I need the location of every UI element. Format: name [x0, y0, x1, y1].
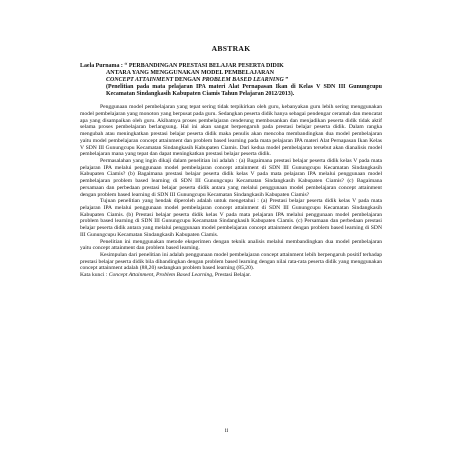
paragraph-purpose: Tujuan penelitian yang hendak diperoleh adalah untuk mengetahui : (a) Prestasi belajar peserta didik kelas V pada mata pelajaran IPA melalui penggunaan model pembelajaran concept attainment di SDN III Gunungcupu Kecamatan Sindangkasih Kabupaten Ciamis. (b) Prestasi belajar peserta didik kelas V pada mata pelajaran IPA melalui penggunaan model pembelajaran problem based learning di SDN III Gunungcupu Kecamatan Sindangkasih Kabupaten Ciamis. (c) Persamaan dan perbedaan prestasi belajar peserta didik antara yang melalui penggunaan model pembelajaran concept attainment dengan problem based learning di SDN III Gunungcupu Kecamatan Sindangkasih Kabupaten Ciamis. — [80, 198, 382, 238]
keywords-label: Kata kunci : — [80, 272, 109, 279]
paragraph-background: Penggunaan model pembelajaran yang tepat sering tidak terpikirkan oleh guru, kebanyakan guru lebih sering menggunakan model pembelajaran yang monoton yang berpusat pada guru. Sedangkan peserta didik hanya sebagai pendengar ceramah dan mencatat apa yang disampaikan oleh guru. Akibatnya proses pembelajaran cenderung membosankan dan menjadikan peserta didik tidak aktif selama proses pembelajaran berlangsung. Hal ini akan sangat berpengaruh pada prestasi belajar peserta didik. Dalam rangka mengubah atau meningkatkan prestasi belajar peserta didik maka penulis akan mencoba membandingkan dua model pembelajaran yaitu model pembelajaran concept attainment dan problem based learning pada mata pelajaran IPA materi Alat Pernapasan Ikan Kelas V SDN III Gunungcupu Kecamatan Sindangkasih Kabupaten Ciamis. Dari kedua model pembelajaran tersebut akan dianalisis model pembelajaran mana yang tepat dan dapat meningkatkan prestasi belajar peserta didik. — [80, 104, 382, 158]
author-line: Laela Purnama : “ PERBANDINGAN PRESTASI BELAJAR PESERTA DIDIK — [80, 63, 284, 69]
page-title: ABSTRAK — [211, 44, 251, 53]
keywords-italic: Concept Attainment, Problem Based Learning, — [108, 272, 214, 279]
paragraph-problem: Permasalahan yang ingin dikaji dalam penelitian ini adalah : (a) Bagaimana prestasi belajar peserta didik kelas V pada mata pelajaran IPA melalui penggunaan model pembelajaran concept attainment di SDN III Gunungcupu Kecamatan Sindangkasih Kabupaten Ciamis? (b) Bagaimana prestasi belajar peserta didik kelas V pada mata pelajaran IPA melalui penggunaan model pembelajaran problem based learning di SDN III Gunungcupu Kecamatan Sindangkasih Kabupaten Ciamis? (c) Bagaimana persamaan dan perbedaan prestasi belajar peserta didik antara yang melalui penggunaan model pembelajaran concept attainment dengan problem based learning di SDN III Gunungcupu Kecamatan Sindangkasih Kabupaten Ciamis? — [80, 157, 382, 198]
thesis-title-end: ” — [283, 77, 289, 84]
paragraph-method: Penelitian ini menggunakan metode eksperimen dengan teknik analisis melalui membandingkan dua model pembelajaran yaitu concept attainment dan problem based learning. — [80, 238, 382, 252]
thesis-title-concept: CONCEPT ATTAINMENT — [106, 77, 174, 84]
thesis-title-line2: ANTARA YANG MENGGUNAKAN MODEL PEMBELAJARAN — [106, 70, 275, 77]
thesis-title-mid: DENGAN — [173, 77, 202, 84]
page-number: ii — [224, 428, 229, 434]
thesis-subtitle: (Penelitian pada mata pelajaran IPA materi Alat Pernapasan Ikan di Kelas V SDN III Gunungcupu Kecamatan Sindangkasih Kabupaten Ciamis Tahun Pelajaran 2012/2013). — [106, 84, 382, 98]
paragraph-conclusion: Kesimpulan dari penelitian ini adalah penggunaan model pembelajaran concept attainment lebih berpengaruh positif terhadap prestasi belajar peserta didik bila dibandingkan dengan problem based learning dengan nilai rata-rata peserta didik yang menggunakan concept attainment adalah (88,20) sedangkan problem based learning (85,20). — [80, 252, 382, 272]
keywords-end: Prestasi Belajar. — [213, 272, 251, 279]
keywords — [80, 272, 382, 279]
thesis-title-block — [80, 70, 382, 98]
abstract-content — [80, 44, 382, 279]
thesis-title-pbl: PROBLEM BASED LEARNING — [201, 77, 284, 84]
thesis-heading — [80, 63, 382, 98]
